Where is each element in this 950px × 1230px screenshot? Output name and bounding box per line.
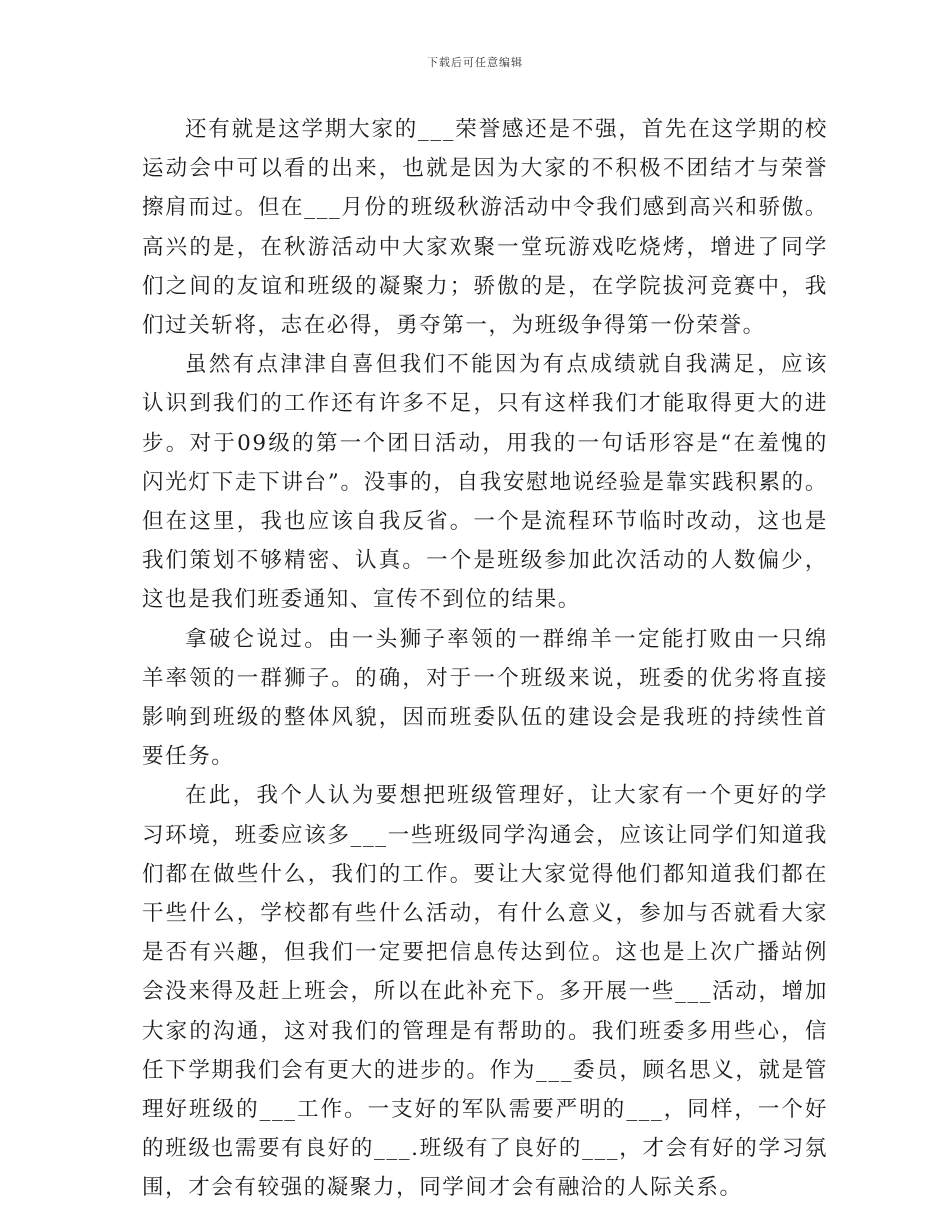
paragraph-napoleon-quote: 拿破仑说过。由一头狮子率领的一群绵羊一定能打败由一只绵羊率领的一群狮子。的确，对于一个班级来说，班委的优劣将直接影响到班级的整体风貌，因而班委队伍的建设会是我班的持续性首要任务。 bbox=[142, 626, 828, 770]
page-header: 下载后可任意编辑 bbox=[427, 56, 523, 69]
paragraph-honor: 还有就是这学期大家的___荣誉感还是不强，首先在这学期的校运动会中可以看的出来，也就是因为大家的不积极不团结才与荣誉擦肩而过。但在___月份的班级秋游活动中令我们感到高兴和骄傲。高兴的是，在秋游活动中大家欢聚一堂玩游戏吃烧烤，增进了同学们之间的友谊和班级的凝聚力；骄傲的是，在学院拔河竞赛中，我们过关斩将，志在必得，勇夺第一，为班级争得第一份荣誉。 bbox=[142, 117, 828, 339]
paragraph-management-plan: 在此，我个人认为要想把班级管理好，让大家有一个更好的学习环境，班委应该多___一些班级同学沟通会，应该让同学们知道我们都在做些什么，我们的工作。要让大家觉得他们都知道我们都在干些什么，学校都有些什么活动，有什么意义，参加与否就看大家是否有兴趣，但我们一定要把信息传达到位。这也是上次广播站例会没来得及赶上班会，所以在此补充下。多开展一些___活动，增加大家的沟通，这对我们的管理是有帮助的。我们班委多用些心，信任下学期我们会有更大的进步的。作为___委员，顾名思义，就是管理好班级的___工作。一支好的军队需要严明的___，同样，一个好的班级也需要有良好的___.班级有了良好的___，才会有好的学习氛围，才会有较强的凝聚力，同学间才会有融洽的人际关系。 bbox=[142, 783, 828, 1201]
document-body bbox=[142, 110, 828, 1208]
paragraph-reflection: 虽然有点津津自喜但我们不能因为有点成绩就自我满足，应该认识到我们的工作还有许多不足，只有这样我们才能取得更大的进步。对于09级的第一个团日活动，用我的一句话形容是“在羞愧的闪光灯下走下讲台”。没事的，自我安慰地说经验是靠实践积累的。但在这里，我也应该自我反省。一个是流程环节临时改动，这也是我们策划不够精密、认真。一个是班级参加此次活动的人数偏少，这也是我们班委通知、宣传不到位的结果。 bbox=[142, 352, 828, 613]
